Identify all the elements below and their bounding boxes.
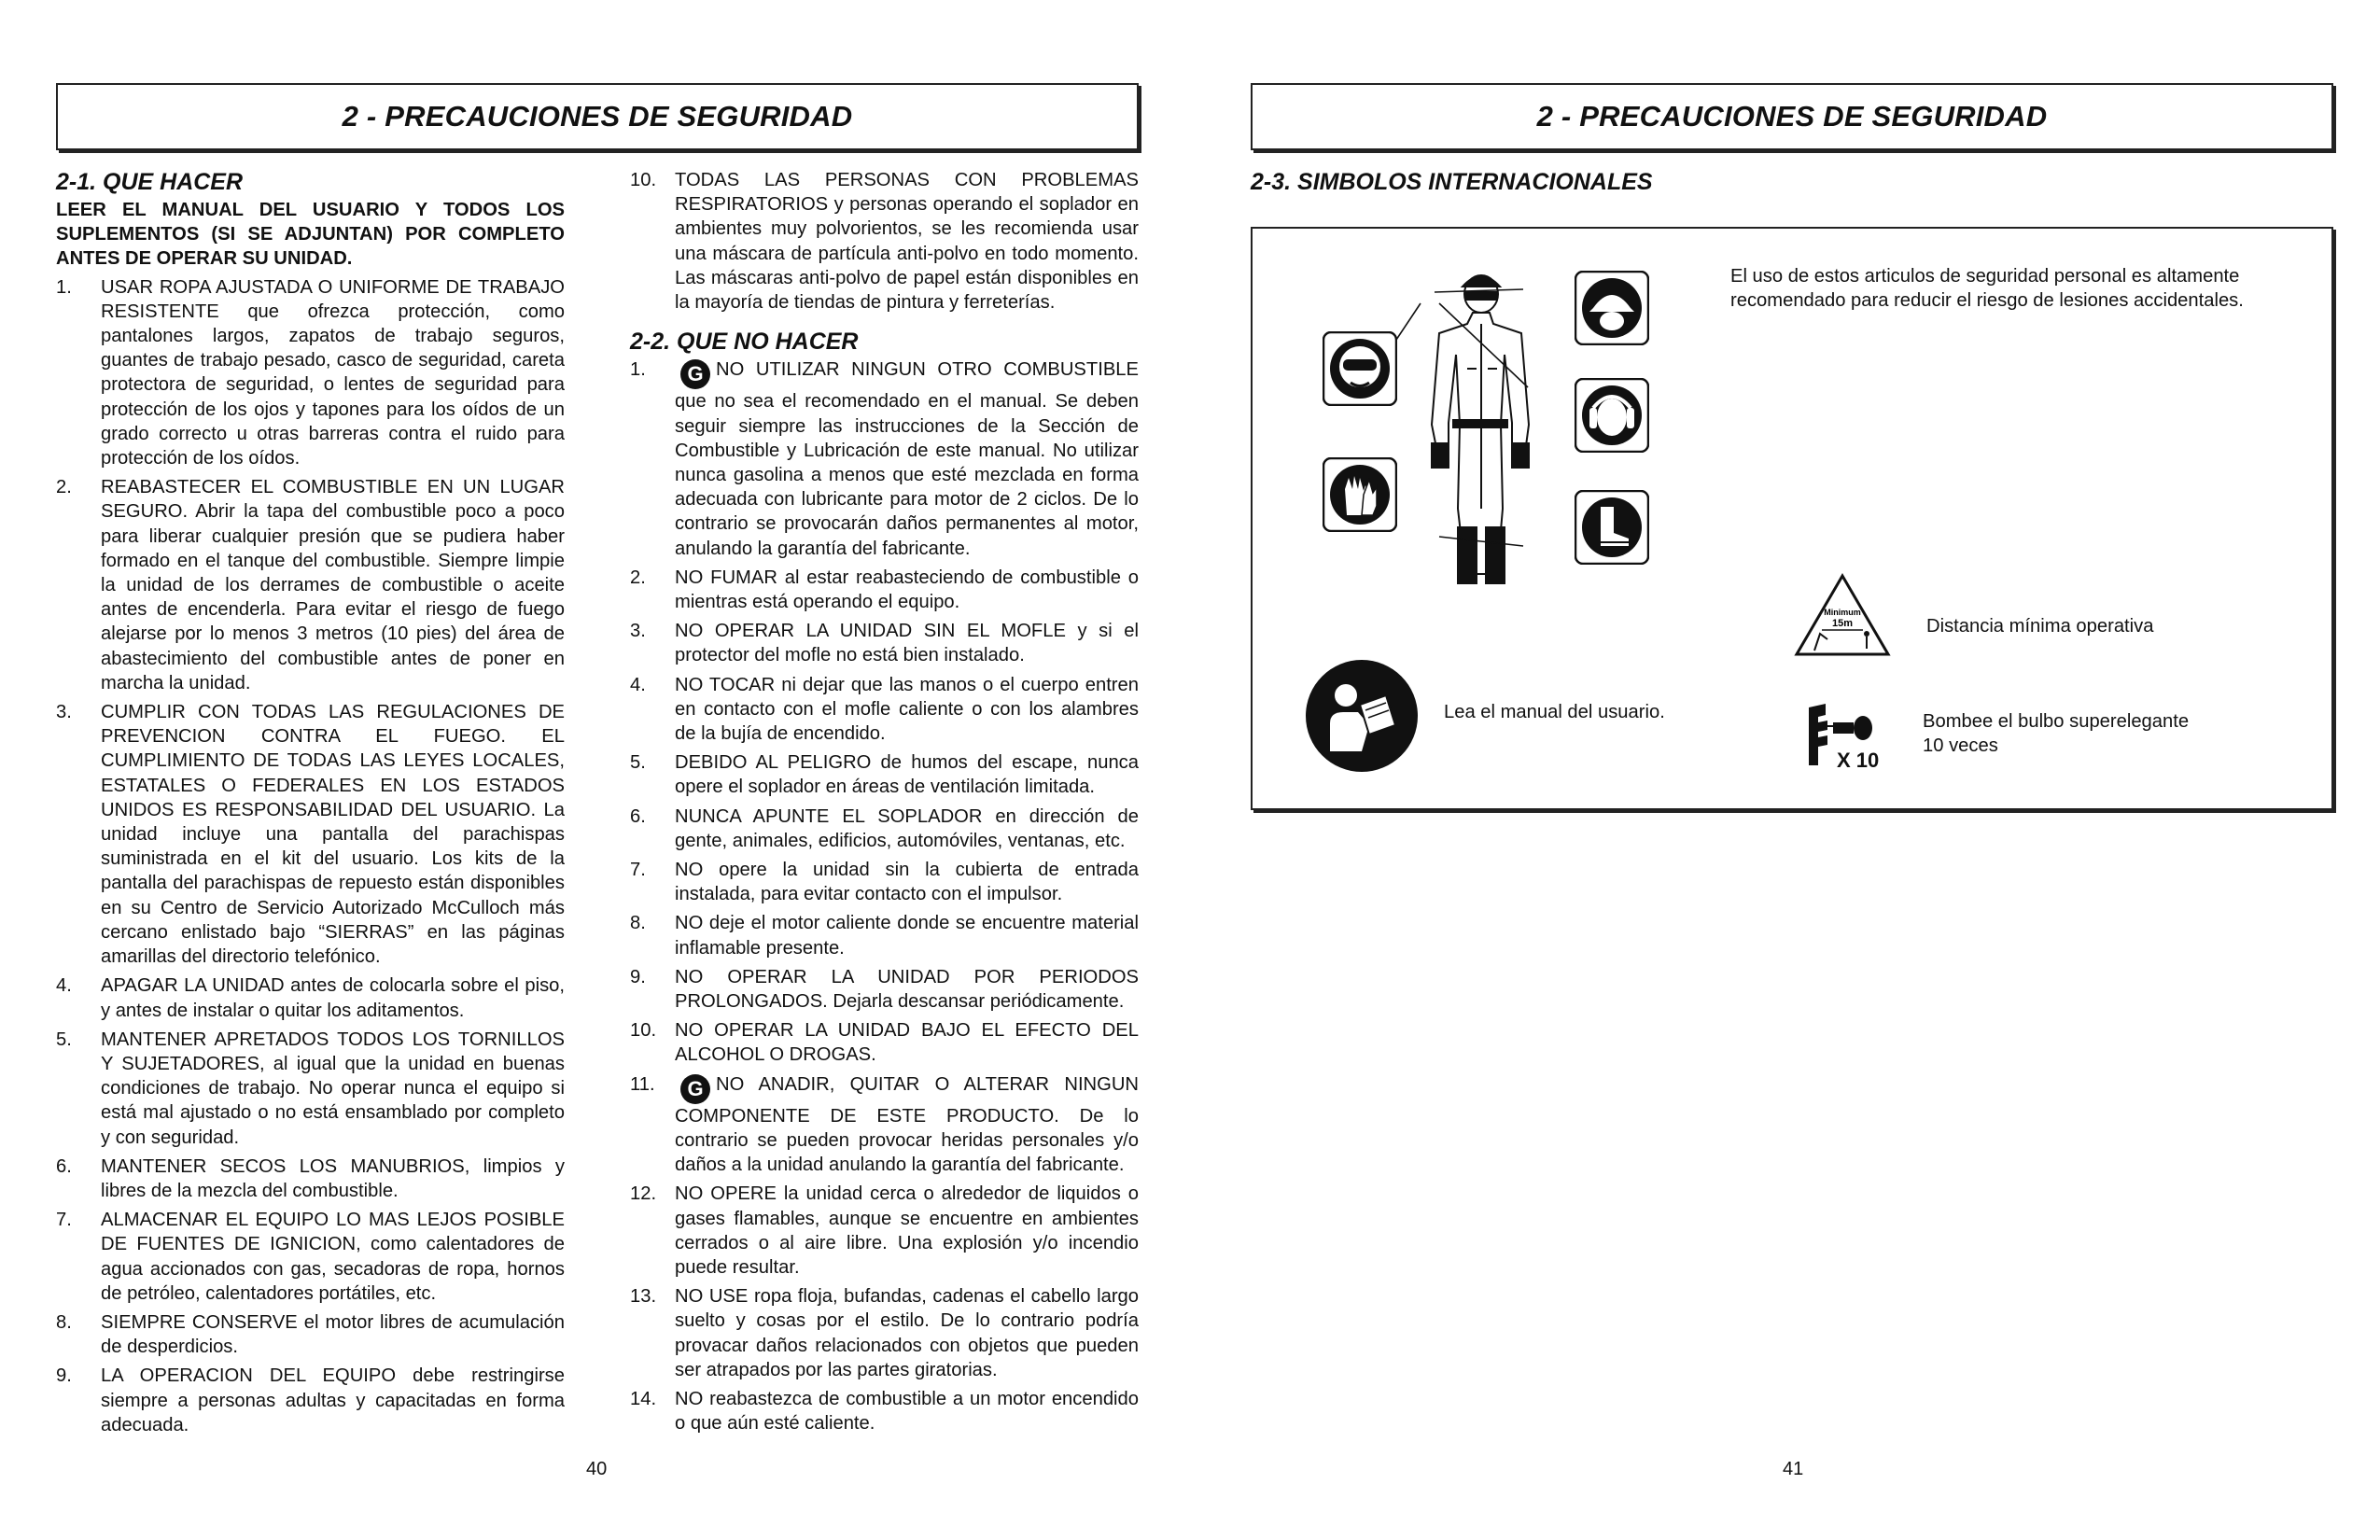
item-bold: NO ANADIR, QUITAR O ALTERAR NINGUN COMPONENTE DE ESTE PRODUCTO.: [675, 1073, 1139, 1127]
primer-bulb-icon: [1805, 700, 1894, 773]
item-body: reabastezca de combustible a un motor encendido o que aún esté caliente.: [675, 1388, 1139, 1435]
item-text: [675, 965, 1139, 1014]
item-text: [675, 673, 1139, 747]
hard-hat-icon: [1575, 271, 1649, 345]
page-header-right: 2 - PRECAUCIONES DE SEGURIDAD: [1251, 83, 2333, 150]
list-item: [56, 700, 565, 969]
item-number: 8.: [56, 1311, 72, 1333]
item-number: 8.: [630, 913, 646, 934]
list-item: [56, 1028, 565, 1150]
item-number: 10.: [630, 1020, 657, 1042]
item-number: 6.: [630, 805, 646, 827]
item-text: [675, 1284, 1139, 1382]
item-bold: NO USE: [675, 1286, 749, 1308]
pump-label-line-1: Bombee el bulbo superelegante: [1923, 711, 2190, 732]
item-number: 10.: [630, 170, 657, 190]
item-number: 1.: [56, 276, 72, 298]
item-body: ni dejar que las manos o el cuerpo entren en contacto con el mofle caliente o con los alambres de la bujía de encendido.: [675, 674, 1139, 744]
item-bold: TODAS LAS PERSONAS CON PROBLEMAS RESPIRATORIOS: [675, 170, 1139, 216]
item-text: [675, 566, 1139, 614]
list-item: [56, 1155, 565, 1203]
list-item: [630, 911, 1139, 959]
symbols-box: [1251, 227, 2333, 810]
gloves-icon: [1323, 457, 1397, 532]
item-bold: APAGAR LA UNIDAD: [101, 975, 285, 997]
list-item: [56, 275, 565, 471]
list-item: [630, 619, 1139, 667]
item-body: La unidad incluye una pantalla del parachispas suministrada en el kit del usuario. Los kits de la pantalla del parachispas de repuesto están disponibles en su Centro de Servicio Autorizado McCulloch más cercano enlistado bajo “SIERRAS” en las páginas amarillas del directorio telefónico.: [101, 799, 565, 968]
item-text: [675, 858, 1139, 906]
list-item: [56, 475, 565, 695]
item-number: 5.: [630, 752, 646, 774]
item-number: 14.: [630, 1388, 657, 1409]
item-body: deje el motor caliente donde se encuentre material inflamable presente.: [675, 913, 1139, 959]
list-item: [630, 1182, 1139, 1280]
item-body: que no sea el recomendado en el manual. Se deben seguir siempre las instrucciones de la Sección de Combustible y Lubricación de este manual. No utilizar nunca gasolina a menos que esté mezclada en forma adecuada con lubricante para motor de 2 ciclos. De lo contrario se provocarán daños permanentes al motor, anulando la garantía del fabricante.: [675, 391, 1139, 559]
item-number: 4.: [56, 975, 72, 997]
item-number: 7.: [56, 1210, 72, 1231]
list-item: [630, 1284, 1139, 1382]
read-manual-icon: [1304, 658, 1421, 775]
column-left-2: [630, 168, 1139, 1440]
minimum-distance-icon: [1794, 572, 1892, 658]
item-bold: REABASTECER EL COMBUSTIBLE EN UN LUGAR SEGURO.: [101, 477, 565, 523]
item-text: [101, 1208, 565, 1306]
item-number: 7.: [630, 859, 646, 880]
distance-sign-text: Minimum: [1824, 608, 1861, 617]
item-number: 9.: [630, 966, 646, 987]
list-item: [630, 357, 1139, 561]
item-body: y personas operando el soplador en ambientes muy polvorientos, se les recomienda usar una máscara de partícula anti-polvo en todo momento. Las máscaras anti-polvo de papel están disponibles en la mayoría de tiendas de pintura y ferreterías.: [675, 194, 1139, 314]
list-item: [630, 168, 1139, 315]
que-hacer-list: [56, 275, 565, 1437]
item-bold: NO OPERAR LA UNIDAD SIN EL MOFLE: [675, 621, 1066, 642]
right-page: [1190, 0, 2380, 1540]
list-item: [630, 750, 1139, 799]
item-text: [101, 275, 565, 471]
item-body: que ofrezca protección, como pantalones largos, zapatos de trabajo seguros, guantes de trabajo pesado, casco de seguridad, careta protectora de seguridad, o lentes de seguridad para protección de los ojos y tapones para los oídos de un grado correcto u otras barreras contra el ruido para protección de los oídos.: [101, 301, 565, 469]
list-item: [630, 673, 1139, 747]
item-text: [675, 805, 1139, 853]
item-number: 11.: [630, 1073, 655, 1095]
item-body: debe restringirse siempre a personas adultas y capacitadas en forma adecuada.: [101, 1365, 565, 1435]
item-body: antes de colocarla sobre el piso, y antes de instalar o quitar los aditamentos.: [101, 975, 566, 1021]
distance-label: Distancia mínima operativa: [1926, 616, 2154, 637]
item-number: 3.: [56, 702, 72, 723]
list-item: [630, 858, 1139, 906]
pump-label-line-2: 10 veces: [1923, 735, 1998, 756]
item-bold: NO OPERE: [675, 1183, 777, 1205]
item-number: 5.: [56, 1029, 72, 1050]
section-title-que-hacer: 2-1. QUE HACER: [56, 169, 244, 195]
ppe-description: El uso de estos articulos de seguridad personal es altamente recomendado para reducir el riesgo de lesiones accidentales.: [1730, 266, 2244, 311]
page-number-left: 40: [586, 1459, 608, 1479]
list-item: [630, 805, 1139, 853]
item-body: opere la unidad sin la cubierta de entrada instalada, para evitar contacto con el impulsor.: [675, 859, 1139, 905]
item-text: [675, 357, 1139, 561]
item-bold: USAR ROPA AJUSTADA O UNIFORME DE TRABAJO RESISTENTE: [101, 276, 565, 322]
item-text: [675, 1072, 1139, 1178]
g-warning-icon: G: [680, 1074, 710, 1104]
list-item: [56, 1364, 565, 1437]
item-text: [675, 619, 1139, 667]
item-number: 13.: [630, 1286, 657, 1308]
item-bold: NO TOCAR: [675, 674, 776, 695]
item-body: el motor libres de acumulación de desperdicios.: [101, 1311, 565, 1358]
item-bold: MANTENER SECOS LOS MANUBRIOS,: [101, 1155, 470, 1177]
item-bold: NO OPERAR LA UNIDAD POR PERIODOS PROLONGADOS.: [675, 966, 1139, 1012]
manual-label: Lea el manual del usuario.: [1444, 702, 1665, 722]
item-bold: LA OPERACION DEL EQUIPO: [101, 1365, 397, 1387]
item-body: de humos del escape, nunca opere el soplador en áreas de ventilación limitada.: [675, 752, 1139, 798]
item-text: [675, 1018, 1139, 1067]
item-bold: DEBIDO AL PELIGRO: [675, 752, 872, 774]
item-number: 6.: [56, 1155, 72, 1177]
item-bold: CUMPLIR CON TODAS LAS REGULACIONES DE PREVENCION CONTRA EL FUEGO. EL CUMPLIMIENTO DE TODAS LAS LEYES LOCALES, ESTATALES O FEDERALES EN LOS ESTADOS UNIDOS ES RESPONSABILIDAD DEL USUARIO.: [101, 702, 565, 820]
item-text: [101, 475, 565, 695]
distance-value-text: 15m: [1831, 618, 1854, 629]
item-text: [101, 973, 565, 1022]
list-item: [630, 1018, 1139, 1067]
item-bold: SIEMPRE CONSERVE: [101, 1311, 298, 1333]
item-body: Dejarla descansar periódicamente.: [827, 991, 1125, 1012]
item-number: 4.: [630, 674, 646, 695]
item-text: [101, 1310, 565, 1359]
item-text: [101, 1028, 565, 1150]
item-body: la unidad cerca o alrededor de liquidos o gases flamables, aunque se encuentre en ambientes cerrados o al aire libre. Una explosión y/o incendio puede resultar.: [675, 1183, 1139, 1278]
item-bold: NO UTILIZAR NINGUN OTRO COMBUSTIBLE: [716, 359, 1139, 381]
safety-goggles-icon: [1323, 331, 1397, 406]
item-text: [675, 1182, 1139, 1280]
section-title-que-no-hacer: 2-2. QUE NO HACER: [630, 329, 859, 356]
item-body: De lo contrario se pueden provocar heridas personales y/o daños a la unidad anulando la garantía del fabricante.: [675, 1105, 1139, 1176]
item-number: 12.: [630, 1183, 657, 1205]
item-body: al estar reabasteciendo de combustible o mientras está operando el equipo.: [675, 567, 1139, 612]
pointer-lines: [1337, 266, 1579, 583]
item-bold: MANTENER APRETADOS TODOS LOS TORNILLOS Y SUJETADORES,: [101, 1029, 565, 1074]
item-text: [101, 1155, 565, 1203]
item-body: en dirección de gente, animales, edificios, automóviles, ventanas, etc.: [675, 805, 1140, 851]
item-bold: NO: [675, 859, 704, 880]
item-body: como calentadores de agua accionados con gas, secadoras de ropa, hornos de petróleo, calentadores portátiles, etc.: [101, 1234, 565, 1304]
list-item: [630, 1387, 1139, 1435]
item-bold: NO: [675, 1388, 704, 1409]
item-text: [675, 750, 1139, 799]
pump-label: [1923, 709, 2189, 758]
section-lead: LEER EL MANUAL DEL USUARIO Y TODOS LOS SUPLEMENTOS (SI SE ADJUNTAN) POR COMPLETO ANTES DE OPERAR SU UNIDAD.: [56, 200, 565, 270]
item-number: 1.: [630, 359, 646, 381]
section-title-simbolos: 2-3. SIMBOLOS INTERNACIONALES: [1251, 169, 1653, 195]
item-text: [675, 168, 1139, 315]
item-text: [675, 1387, 1139, 1435]
list-item: [630, 1072, 1139, 1178]
item-body: Abrir la tapa del combustible poco a poco para liberar cualquier presión que se pudiera haber formado en el tanque del combustible. Siempre limpie la unidad de los derrames de combustible o aceite antes de encenderla. Para evitar el riesgo de fuego alejarse por lo menos 3 metros (10 pies) del área de abastecimiento del combustible antes de poner en marcha la unidad.: [101, 501, 565, 693]
item-number: 2.: [630, 567, 646, 588]
item-number: 2.: [56, 477, 72, 498]
item-bold: NO OPERAR LA UNIDAD BAJO EL EFECTO DEL ALCOHOL O DROGAS.: [675, 1020, 1139, 1066]
item-bold: NO FUMAR: [675, 567, 777, 588]
item-body: limpios y libres de la mezcla del combustible.: [101, 1155, 565, 1201]
pump-count-text: X 10: [1837, 749, 1880, 772]
page-number-right: 41: [1783, 1459, 1804, 1479]
que-no-hacer-list: [630, 357, 1139, 1435]
ear-protection-icon: [1575, 378, 1649, 453]
list-item: [56, 1208, 565, 1306]
item-text: [675, 911, 1139, 959]
list-item: [56, 973, 565, 1022]
item-body: al igual que la unidad en buenas condiciones de trabajo. No operar nunca el equipo si está mal ajustado o no está ensamblado por completo y con seguridad.: [101, 1053, 565, 1148]
list-item: [630, 566, 1139, 614]
page-header-left: 2 - PRECAUCIONES DE SEGURIDAD: [56, 83, 1139, 150]
item-body: y si el protector del mofle no está bien instalado.: [675, 621, 1139, 666]
item-bold: NO: [675, 913, 704, 934]
item-bold: ALMACENAR EL EQUIPO LO MAS LEJOS POSIBLE DE FUENTES DE IGNICION,: [101, 1210, 565, 1255]
item-body: ropa floja, bufandas, cadenas el cabello largo suelto y cosas por el estilo. De lo contrario podría provacar daños relacionados con objetos que pueden ser atrapados por las partes giratorias.: [675, 1286, 1139, 1380]
list-item: [630, 965, 1139, 1014]
safety-boots-icon: [1575, 490, 1649, 565]
column-left-1: [56, 168, 565, 1442]
item-text: [101, 700, 565, 969]
g-warning-icon: G: [680, 359, 710, 389]
item-number: 3.: [630, 621, 646, 642]
item-number: 9.: [56, 1365, 72, 1387]
item-bold: NUNCA APUNTE EL SOPLADOR: [675, 805, 983, 827]
list-item: [56, 1310, 565, 1359]
item-text: [101, 1364, 565, 1437]
